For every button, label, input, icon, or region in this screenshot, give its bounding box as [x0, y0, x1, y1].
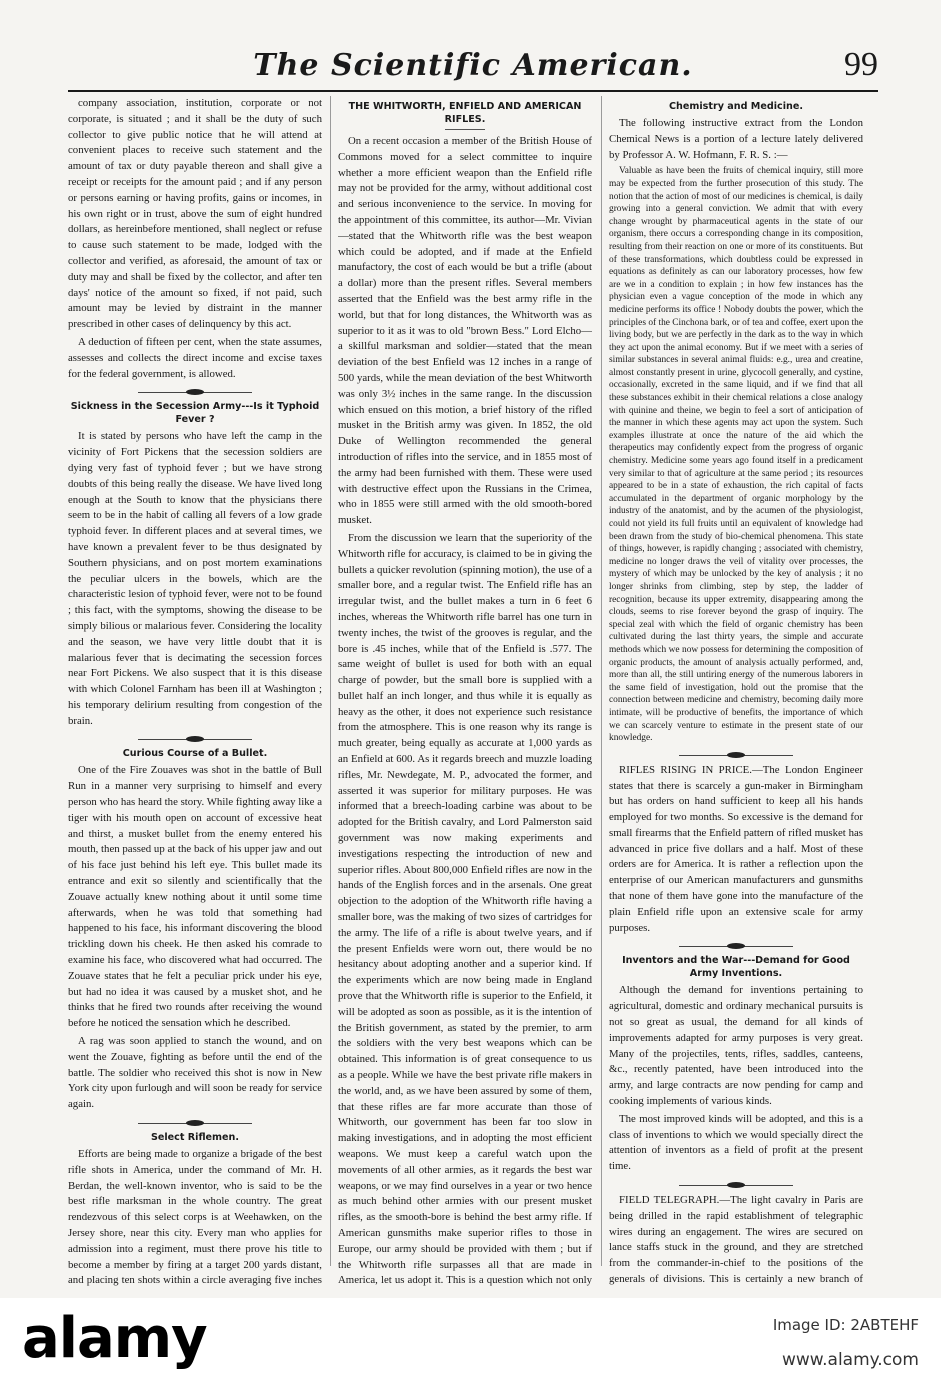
article-paragraph: company association, institution, corporate or not corporate, is situated ; and it shall be the duty of such collector to give public notice that he will attend at convenient places to receive such statement and the amount of tax or duty payable thereon and shall give a receipt or receipts for the amount paid ; and if any person or persons earning or having profits, gains or incomes, in his own right or in trust, above the sum of eight hundred dollars, as hereinbefore mentioned, shall neglect or refuse to cause such statement to be made, lodged with the collector and verified, as aforesaid, the amount of tax or duty may and shall be fixed by the collector, and after ten days' notice of the amount so fixed, if not paid, such amount may be levied by distraint in the manner prescribed in other cases of delinquency by this act. — [68, 97, 322, 331]
article-paragraph: RIFLES RISING IN PRICE.—The London Engineer states that there is scarcely a gun-maker in Birmingham but has orders on hand sufficient to keep all his hands employed for two months. So excessive is the demand for small firearms that the Enfield pattern of rifled musket has advanced in price five dollars and a half. Most of these orders are for America. It is rather a reflection upon the enterprise of our American manufacturers and gunsmiths that none of them have gone into the manufacture of the plain Enfield rifle upon an extensive scale for army purposes. — [609, 763, 863, 934]
section-ornament — [609, 942, 863, 950]
section-ornament — [68, 388, 322, 396]
footer-url[interactable]: www.alamy.com — [781, 1350, 919, 1370]
column-3 — [609, 96, 863, 1286]
article-paragraph: The following instructive extract from the London Chemical News is a portion of a lecture lately delivered by Professor A. W. Hofmann, F. R. S. :— — [609, 117, 863, 161]
heading-whitworth: THE WHITWORTH, ENFIELD AND AMERICAN RIFLES. — [348, 101, 582, 125]
heading-riflemen: Select Riflemen. — [150, 1132, 240, 1144]
article-paragraph: One of the Fire Zouaves was shot in the battle of Bull Run in a manner very surprising to himself and every person who has heard the story. While fighting away like a tiger with his mouth open on account of excessive heat and thirst, a musket bullet from the enemy entered his mouth, then passed up at the back of his upper jaw and out of his face just behind his left eye. This bullet made its entrance and exit so silently and scientifically that the Zouave actually knew nothing about it until some time afterwards, when he was told that something had happened to his face, his informant discovering the blood trickling down his cheek. He then asked his comrade to examine his face, who discovered what had occurred. The Zouave states that he felt a peculiar prick under his eye, but had no idea it was caused by a musket shot, and he thinks that he fired two rounds after receiving the wound before he noticed the sensation which he described. — [68, 764, 322, 1030]
column-divider — [330, 96, 331, 1266]
heading-chemistry: Chemistry and Medicine. — [669, 101, 803, 112]
column-1 — [68, 96, 322, 1286]
page-number: 99 — [844, 46, 878, 83]
article-paragraph: A deduction of fifteen per cent, when the state assumes, assesses and collects the direct income and excise taxes for the federal government, is allowed. — [68, 335, 322, 380]
lecture-extract: Valuable as have been the fruits of chemical inquiry, still more may be expected from the further prosecution of this study. The notion that the action of most of our medicines is chemical, is daily growing into a general conviction. We admit that with every change wrought by pharmaceutical agents in the state of our organism, there occurs a corresponding change in its composition, resulting from their reaction on one or more of its constituents. But of these transformations, which doubtless could be expressed in equations as definitely as can our laboratory processes, how few are we in a condition to explain ; in how few instances has the physician even a vague conception of the mode in which any medicine performs its office ! Nobody doubts the power, which the principles of the Cinchona bark, or of tea and coffee, exert upon the living body, but we are perfectly in the dark as to the way in which they act upon the animal economy. But if we meet with a series of similar substances in several animal fluids: e.g., urea and creatine, almost constantly present in urine, glycocoll generally, and cystine, occasionally, excreted in the same liquid, and if we find that all these substances exhibit in their chemical relations a close analogy with quinine and theine, we begin to feel a sort of anticipation of the manner in which these agents may act upon the system. Such examples illustrate at once the nature of the aid which the therapeutics may confidently expect from the progress of organic chemistry. Medicine some years ago found itself in a predicament very similar to that of agriculture at the same period ; its resources appeared to be in a state of exhaustion, the rich capital of facts accumulated in the department of organic morphology by the industry of the anatomist, and by the acumen of the physiologist, could not yield its full fruits until an equivalent of knowledge had been drawn from the study of bio-chemical phenomena. This state of things, however, is rapidly changing ; associated with chemistry, medicine no longer draws the veil of vitality over processes, the mystery of which may be unlocked by the key of analysis ; it no longer shrinks from climbing, step by step, the ladder of recognition, because its upper extremity, disappearing among the clouds, seems to rise forever beyond the grasp of inquiry. The special zeal with which the field of organic chemistry has been cultivated during the last thirty years, the simple and accurate methods which we now possess for determining the composition of organic products, the amount of analysis actually performed, and, more than all, the still untiring energy of the numerous laborers in the same field of investigation, hold out the promise that the connection between medicine and chemistry, becoming daily more intimate, will be productive of benefits, the importance of which we can scarcely venture to estimate in the present state of our knowledge. — [609, 166, 863, 744]
stock-footer — [0, 1298, 941, 1390]
heading-sickness: Sickness in the Secession Army---Is it Typhoid Fever ? — [70, 401, 320, 426]
section-ornament — [68, 735, 322, 743]
column-divider — [601, 96, 602, 1266]
image-id: Image ID: 2ABTEHF — [772, 1316, 919, 1334]
masthead-title: The Scientific American. — [253, 48, 693, 83]
section-ornament — [609, 1181, 863, 1189]
heading-rule — [445, 129, 485, 130]
section-ornament — [609, 751, 863, 759]
article-paragraph: Although the demand for inventions pertaining to agricultural, domestic and ordinary mechanical pursuits is not so great as usual, the demand for all kinds of improvements adapted for army purposes is very great. Many of the projectiles, tents, rifles, saddles, canteens, &c., recently patented, have been introduced into the army, and large contracts are now pending for camp and cooking implements of various kinds. — [609, 984, 863, 1108]
article-paragraph: Efforts are being made to organize a brigade of the best rifle shots in America, under the command of Mr. H. Berdan, the well-known inventor, who is said to be the best rifle marksman in the whole country. The great rendezvous of this select corps is at Weehawken, on the Jersey shore, near this city. Every man who applies for admission into a regiment, must there prove his title to become a member by firing at a target 200 yards distant, and placing ten shots within a circle averaging five inches — [68, 1148, 322, 1286]
heading-bullet: Curious Course of a Bullet. — [122, 748, 268, 760]
alamy-logo: alamy — [22, 1306, 207, 1371]
article-paragraph: The most improved kinds will be adopted, and this is a class of inventions to which we would specially direct the attention of inventors as a field of profit at the present time. — [609, 1112, 863, 1173]
masthead — [68, 46, 878, 92]
article-paragraph: On a recent occasion a member of the British House of Commons moved for a select committee to inquire whether a more efficient weapon than the Enfield rifle may not be provided for the army, without additional cost and serious inconvenience to the service. In moving for the appointment of this committee, its author—Mr. Vivian—stated that the Whitworth rifle was the best weapon which could be adopted, and if made at the Enfield manufactory, the cost of each would be but a trifle (about a dollar) more than the present rifles. Several members asserted that the Enfield was the best army rifle in the world, but that for long distances, the Whitworth was as superior to it as it was to old "brown Bess." Lord Elcho—a skillful marksman and soldier—stated that the mean deviation of the best Enfield was 12 inches in a range of 500 yards, while the mean deviation of the best Whitworth was only 3½ inches in the same range. In the discussion which ensued on this motion, a brief history of the rifled musket in the British army was given. In 1852, the old Duke of Wellington recommended the general introduction of rifles into the service, and in 1855 most of the army had been furnished with them. These were used with destructive effect upon the Russians in the Crimea, who in 1855 were still armed with the old smooth-bored musket. — [338, 135, 592, 527]
article-paragraph: FIELD TELEGRAPH.—The light cavalry in Paris are being drilled in the rapid establishment of telegraphic wires during an engagement. The wires are secured on lance staffs stuck in the ground, and they are stretched from the commander-in-chief to the positions of the generals of divisions. This is certainly a new branch of — [609, 1194, 863, 1286]
section-ornament — [68, 1119, 322, 1127]
article-paragraph: A rag was soon applied to stanch the wound, and on went the Zouave, fighting as before until the end of the battle. The soldier who received this shot is now in New York city upon furlough and will soon be ready for service again. — [68, 1035, 322, 1111]
column-2 — [338, 96, 592, 1286]
article-paragraph: It is stated by persons who have left the camp in the vicinity of Fort Pickens that the secession soldiers are dying very fast of typhoid fever ; but we have strong doubts of this being really the disease. We have lived long enough at the South to know that the physicians there seem to be in the habit of calling all fevers of a low grade typhoid fever. In different places and at several times, we have known a prevalent fever to be thus designated by Southern physicians, and on post mortem examinations the peculiar ulcers in the bowels, which are the characteristic lesion of typhoid fever, were not to be found ; this fact, with the symptoms, showing the disease to be simply bilious or malarious fever. Considering the locality and the season, we have very little doubt that it is malarious fever that is decimating the secession forces near Fort Pickens. We also suspect that it is this disease with which Colonel Farnham has been ill at Washington ; his temporary delirium resulting from congestion of the brain. — [68, 430, 322, 727]
heading-inventors: Inventors and the War---Demand for Good Army Inventions. — [622, 955, 850, 980]
article-paragraph: From the discussion we learn that the superiority of the Whitworth rifle for accuracy, is claimed to be in giving the bullets a quicker revolution (spinning motion), the use of a smaller bore, and a regular twist. The Enfield rifle has an irregular twist, and the bullet makes a turn in 6 feet 6 inches, whereas the Whitworth rifle barrel has one turn in twenty inches, the twist of the grooves is regular, and the bore is .45 inches, while that of the Enfield is .577. The same weight of bullet is used for both with an equal charge of powder, but the small bore is supplied with a bullet half an inch longer, and thus while it is equally as heavy as the other, it does not experience such resistance from the atmosphere. This is one reason why its range is much greater, being equally as accurate at 1,000 yards as an Enfield at 600. As it regards breech and muzzle loading rifles, Mr. Newdegate, M. P., advocated the former, and asserted it was superior for military purposes. He was informed that a breech-loading carbine was about to be adopted for the British cavalry, and Lord Palmerston said government was now making experiments and investigations respecting the introduction of new and superior rifles. About 800,000 Enfield rifles are now in the hands of the English forces and in the arsenals. One great objection to the adoption of the Whitworth rifle having a smaller bore, was the making of two sizes of cartridges for the army. The life of a rifle is about twelve years, and if the present Enfields were worn out, there would be no hesitancy about adopting another and a superior kind. If the experiments which are now being made in England prove that the Whitworth rifle is superior to the Enfield, it will be adopted as soon as possible, as it is the intention of the British government, as stated by the premier, to arm the soldiers with the very best weapons which can be obtained. This information is of great consequence to us as a people. While we have the best private rifle makers in the world, and, as we have been assured by some of them, that these rifles are far more accurate than those of Whitworth, our government has been far too slow in making investigations, and in adopting the most efficient weapons. We must keep a careful watch upon the movements of all other armies, as it regards the best war weapons, or we may find ourselves in a year or two hence as much behind other armies with our present musket rifles, as the smooth-bore is behind the best army rifle. If American gunsmiths make superior rifles to those in Europe, our army should be provided with them ; but if the Whitworth rifle surpasses all that are made in America, let us adopt it. This is a question which not only — [338, 531, 592, 1286]
